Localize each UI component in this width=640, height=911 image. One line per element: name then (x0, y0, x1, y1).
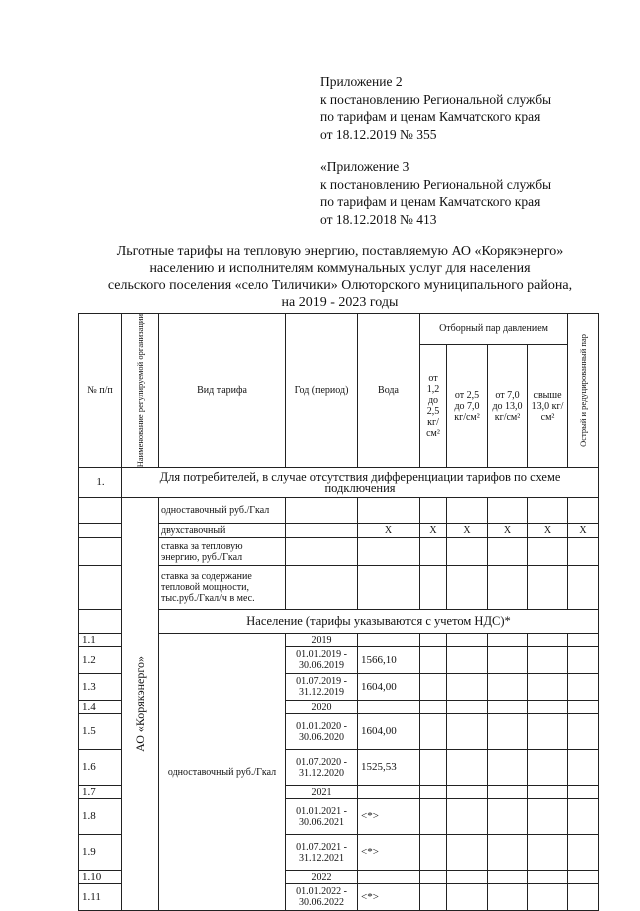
tariff-table (78, 313, 599, 911)
header-year: Год (период) (286, 314, 358, 468)
appendix-line: по тарифам и ценам Камчатского края (320, 109, 541, 124)
x-mark: Х (447, 524, 488, 538)
header-row (79, 314, 599, 345)
table-row: 1.5 01.01.2020 - 30.06.2020 1604,00 (79, 714, 599, 750)
header-type: Вид тарифа (159, 314, 286, 468)
x-mark: Х (420, 524, 447, 538)
tariff-type-label: одноставочный руб./Гкал (159, 498, 286, 524)
x-mark: Х (568, 524, 599, 538)
header-pressure-3: от 7,0 до 13,0 кг/см² (488, 344, 528, 467)
appendix-line: «Приложение 3 (320, 159, 410, 174)
appendix-line: по тарифам и ценам Камчатского края (320, 194, 541, 209)
header-org: Наименование регулируемой организации (122, 314, 159, 468)
appendix-line: Приложение 2 (320, 74, 403, 89)
population-tariff-type: одноставочный руб./Гкал (159, 634, 286, 911)
table-row: 1.6 01.07.2020 - 31.12.2020 1525,53 (79, 750, 599, 786)
section-population-text: Население (тарифы указываются с учетом НДС)* (159, 610, 599, 634)
section-row (79, 468, 599, 498)
table-row: 1.10 2022 (79, 871, 599, 884)
tariff-row-single (79, 498, 599, 524)
table-row: 1.1 одноставочный руб./Гкал 2019 (79, 634, 599, 647)
tariff-type-label: ставка за тепловую энергию, руб./Гкал (159, 538, 286, 566)
title-line: населению и исполнителям коммунальных услуг для населения (149, 261, 531, 276)
header-steam: Отборный пар давлением (420, 314, 568, 345)
header-num: № п/п (79, 314, 122, 468)
x-mark: Х (358, 524, 420, 538)
title-line: Льготные тарифы на тепловую энергию, поставляемую АО «Корякэнерго» (116, 244, 564, 259)
document-title (70, 243, 610, 311)
x-mark: Х (528, 524, 568, 538)
appendix-line: от 18.12.2019 № 355 (320, 126, 437, 142)
tariff-type-label: ставка за содержание тепловой мощности, тыс.руб./Гкал/ч в мес. (159, 566, 286, 610)
section-num: 1. (79, 468, 122, 498)
table-row: 1.11 01.01.2022 - 30.06.2022 <*> (79, 884, 599, 911)
table-row: 1.4 2020 (79, 701, 599, 714)
table-row: 1.7 2021 (79, 786, 599, 799)
table-row: 1.8 01.01.2021 - 30.06.2021 <*> (79, 799, 599, 835)
title-line: на 2019 - 2023 годы (281, 295, 399, 310)
header-pressure-4: свыше 13,0 кг/см² (528, 344, 568, 467)
appendix-line: к постановлению Региональной службы (320, 176, 552, 192)
section-text: Для потребителей, в случае отсутствия дифференциации тарифов по схеме подключения (122, 468, 599, 498)
appendix-line: от 18.12.2018 № 413 (320, 211, 437, 227)
tariff-type-label: двухставочный (159, 524, 286, 538)
appendix-block-2 (320, 158, 551, 228)
x-mark: Х (488, 524, 528, 538)
table-row: 1.2 01.01.2019 - 30.06.2019 1566,10 (79, 647, 599, 674)
header-water: Вода (358, 314, 420, 468)
table-row: 1.9 01.07.2021 - 31.12.2021 <*> (79, 835, 599, 871)
appendix-line: к постановлению Региональной службы (320, 91, 552, 107)
header-pressure-2: от 2,5 до 7,0 кг/см² (447, 344, 488, 467)
table-row: 1.3 01.07.2019 - 31.12.2019 1604,00 (79, 674, 599, 701)
header-sharp-steam: Острый и редуцированный пар (568, 314, 599, 468)
appendix-block-1 (320, 73, 551, 143)
header-pressure-1: от 1,2 до 2,5 кг/см² (420, 344, 447, 467)
title-line: сельского поселения «село Тиличики» Олюторского муниципального района, (107, 278, 573, 293)
org-name-cell: АО «Корякэнерго» (122, 498, 159, 911)
